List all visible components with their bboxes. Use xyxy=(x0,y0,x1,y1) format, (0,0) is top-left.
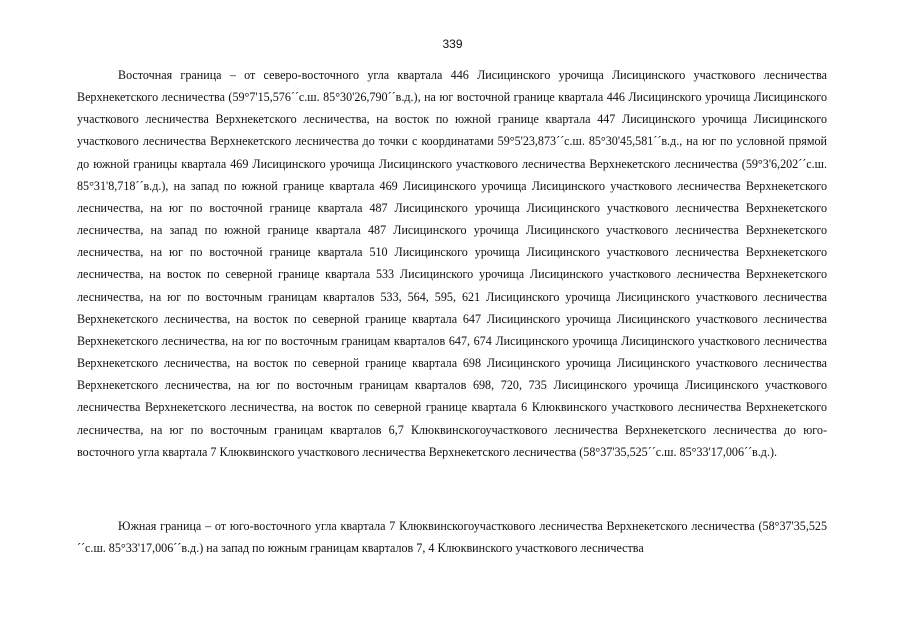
paragraph-east-boundary: Восточная граница – от северо-восточного угла квартала 446 Лисицинского урочища Лисицинского участкового лесничества Верхнекетского лесничества (59°7'15,576´´с.ш. 85°30'26,790´´в.д.), на юг восточной границе квартала 446 Лисицинского урочища Лисицинского участкового лесничества Верхнекетского лесничества, на восток по южной границе квартала 447 Лисицинского урочища Лисицинского участкового лесничества Верхнекетского лесничества до точки с координатами 59°5'23,873´´с.ш. 85°30'45,581´´в.д., на юг по условной прямой до южной границы квартала 469 Лисицинского урочища Лисицинского участкового лесничества Верхнекетского лесничества (59°3'6,202´´с.ш. 85°31'8,718´´в.д.), на запад по южной границе квартала 469 Лисицинского урочища Лисицинского участкового лесничества Верхнекетского лесничества, на юг по восточной границе квартала 487 Лисицинского урочища Лисицинского участкового лесничества Верхнекетского лесничества, на запад по южной границе квартала 487 Лисицинского урочища Лисицинского участкового лесничества Верхнекетского лесничества, на юг по восточной границе квартала 510 Лисицинского урочища Лисицинского участкового лесничества Верхнекетского лесничества, на восток по северной границе квартала 533 Лисицинского урочища Лисицинского участкового лесничества Верхнекетского лесничества, на юг по восточным границам кварталов 533, 564, 595, 621 Лисицинского урочища Лисицинского участкового лесничества Верхнекетского лесничества, на восток по северной границе квартала 647 Лисицинского урочища Лисицинского участкового лесничества Верхнекетского лесничества, на юг по восточным границам кварталов 647, 674 Лисицинского урочища Лисицинского участкового лесничества Верхнекетского лесничества, на восток по северной границе квартала 698 Лисицинского урочища Лисицинского участкового лесничества Верхнекетского лесничества, на юг по восточным границам кварталов 698, 720, 735 Лисицинского урочища Лисицинского участкового лесничества Верхнекетского лесничества, на восток по северной границе квартала 6 Клюквинского участкового лесничества Верхнекетского лесничества, на юг по восточным границам кварталов 6,7 Клюквинскогоучасткового лесничества Верхнекетского лесничества до юго-восточного угла квартала 7 Клюквинского участкового лесничества Верхнекетского лесничества (58°37'35,525´´с.ш. 85°33'17,006´´в.д.). xyxy=(77,68,827,459)
paragraph-south-boundary: Южная граница – от юго-восточного угла квартала 7 Клюквинскогоучасткового лесничества Верхнекетского лесничества (58°37'35,525´´с.ш. 85°33'17,006´´в.д.) на запад по южным границам кварталов 7, 4 Клюквинского участкового лесничества xyxy=(77,519,827,556)
page-number: 339 xyxy=(442,37,463,51)
